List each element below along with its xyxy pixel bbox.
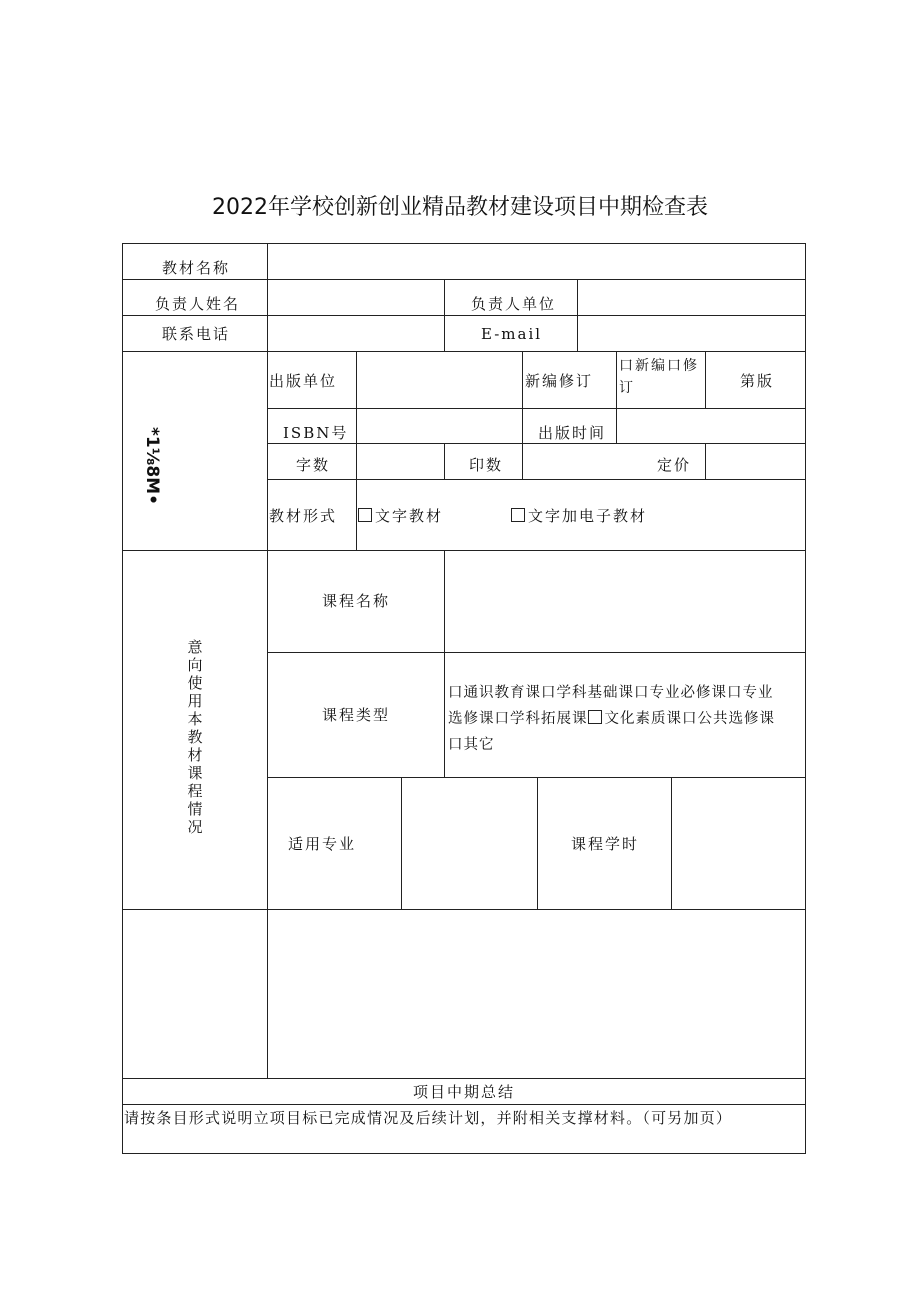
row-divider [122, 1104, 806, 1105]
row-divider [267, 652, 806, 653]
col-divider [522, 351, 523, 479]
summary-header: 项目中期总结 [412, 1083, 515, 1101]
course-side-char: 向 [187, 656, 203, 674]
row-divider [267, 479, 806, 480]
checkbox-icon[interactable] [358, 508, 372, 522]
course-side-char: 用 [187, 692, 203, 710]
course-side-char: 意 [187, 638, 203, 656]
publisher-field[interactable] [360, 355, 518, 405]
page-title: 2022年学校创新创业精品教材建设项目中期检查表 [212, 195, 708, 220]
course-type-line: 选修课口学科拓展课 文化素质课口公共选修课 [448, 711, 775, 727]
course-side-char: 况 [187, 818, 203, 836]
email-label: E-mail [481, 325, 543, 343]
course-side-char: 教 [187, 728, 203, 746]
publishing-side-label: *1⅛8M• [142, 427, 162, 505]
col-divider [267, 243, 268, 351]
textbook-name-label: 教材名称 [162, 259, 231, 277]
summary-instruction: 请按条目形式说明立项目标已完成情况及后续计划，并附相关支撑材料。（可另加页） [124, 1109, 733, 1127]
blank-content-area[interactable] [271, 913, 802, 1074]
isbn-field[interactable] [360, 411, 518, 441]
col-divider [444, 550, 445, 777]
hours-label: 课程学时 [571, 835, 640, 853]
course-type-line: 口通识教育课口学科基础课口专业必修课口专业 [448, 685, 774, 701]
course-type-line: 口其它 [448, 737, 495, 753]
course-side-label [180, 638, 210, 836]
price-field[interactable] [709, 447, 802, 477]
col-divider [616, 351, 617, 443]
col-divider [577, 279, 578, 351]
pub-time-field[interactable] [620, 411, 802, 441]
form-option-electronic[interactable] [511, 505, 647, 527]
phone-field[interactable] [272, 319, 440, 349]
course-side-char: 使 [187, 674, 203, 692]
hours-field[interactable] [675, 781, 802, 905]
checkbox-icon[interactable] [588, 710, 602, 724]
lead-name-field[interactable] [272, 283, 440, 313]
pub-time-label: 出版时间 [538, 424, 607, 442]
col-divider [401, 777, 402, 909]
form-option-electronic-label: 文字加电子教材 [528, 507, 648, 525]
form-label: 教材形式 [269, 507, 338, 525]
col-divider [356, 351, 357, 550]
textbook-name-field[interactable] [272, 247, 802, 277]
form-option-text-label: 文字教材 [375, 507, 444, 525]
price-label: 定价 [657, 456, 692, 474]
word-count-field[interactable] [360, 447, 440, 477]
course-side-char: 情 [187, 800, 203, 818]
print-count-label: 印数 [469, 456, 504, 474]
row-divider [122, 279, 806, 280]
course-name-field[interactable] [448, 554, 802, 648]
email-field[interactable] [582, 319, 802, 349]
edition-label: 第版 [740, 372, 775, 390]
col-divider [671, 777, 672, 909]
col-divider [444, 443, 445, 479]
revise-options[interactable]: 口新编口修订 [619, 358, 699, 396]
revise-label: 新编修订 [525, 372, 594, 390]
phone-label: 联系电话 [162, 325, 231, 343]
row-divider [122, 550, 806, 551]
summary-field[interactable] [124, 1130, 804, 1152]
isbn-label: ISBN号 [283, 424, 349, 442]
form-option-text[interactable] [358, 505, 443, 527]
course-type-label: 课程类型 [322, 706, 391, 724]
row-divider [122, 351, 806, 352]
lead-unit-label: 负责人单位 [471, 295, 557, 313]
row-divider [267, 408, 806, 409]
col-divider [267, 351, 268, 1078]
course-side-char: 材 [187, 746, 203, 764]
col-divider [444, 279, 445, 351]
course-side-char: 本 [187, 710, 203, 728]
word-count-label: 字数 [296, 456, 331, 474]
course-type-options[interactable] [448, 680, 806, 758]
col-divider [705, 351, 706, 408]
checkbox-icon[interactable] [511, 508, 525, 522]
publisher-label: 出版单位 [269, 372, 338, 390]
major-field[interactable] [405, 781, 533, 905]
row-divider [122, 1078, 806, 1079]
lead-unit-field[interactable] [582, 283, 802, 313]
course-side-char: 程 [187, 782, 203, 800]
lead-name-label: 负责人姓名 [155, 295, 241, 313]
course-side-char: 课 [187, 764, 203, 782]
row-divider [122, 909, 806, 910]
col-divider [705, 443, 706, 479]
col-divider [537, 777, 538, 909]
row-divider [122, 315, 806, 316]
course-name-label: 课程名称 [322, 592, 391, 610]
major-label: 适用专业 [288, 835, 357, 853]
